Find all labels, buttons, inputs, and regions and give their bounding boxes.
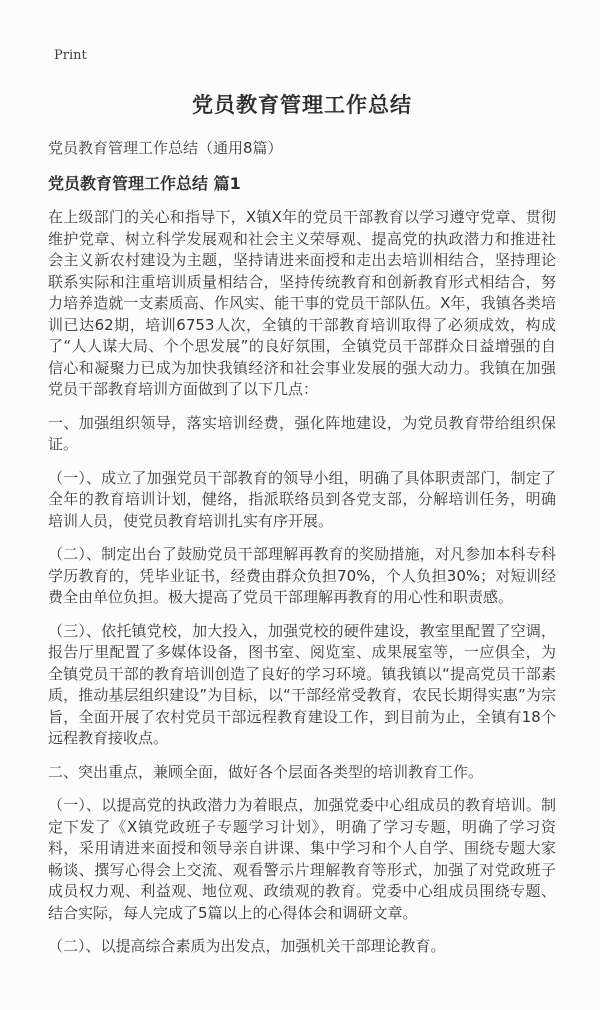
section-1-item-1-paragraph: （一）、成立了加强党员干部教育的领导小组，明确了具体职责部门，制定了全年的教育培训计划，健络，指派联络员到各党支部，分解培训任务，明确培训人员，使党员教育培训扎实有序开展。 [48,468,556,530]
intro-paragraph: 在上级部门的关心和指导下，X镇X年的党员干部教育以学习遵守党章、贯彻维护党章、树立科学发展观和社会主义荣辱观、提高党的执政潜力和推进社会主义新农村建设为主题，坚持请进来面授和走出去培训相结合，坚持理论联系实际和注重培训质量相结合，坚持传统教育和创新教育形式相结合，努力培养造就一支素质高、作风实、能干事的党员干部队伍。X年，我镇各类培训已达62期，培训6753人次，全镇的干部教育培训取得了必须成效，构成了“人人谋大局、个个思发展”的良好氛围，全镇党员干部群众日益增强的自信心和凝聚力已成为加快我镇经济和社会事业发展的强大动力。我镇在加强党员干部教育培训方面做到了以下几点： [48,208,556,398]
section-2-item-2-paragraph: （二）、以提高综合素质为出发点，加强机关干部理论教育。 [48,937,446,955]
section-1-item-3-paragraph: （三）、依托镇党校，加大投入，加强党校的硬件建设，教室里配置了空调，报告厅里配置了多媒体设备，图书室、阅览室、成果展室等，一应俱全，为全镇党员干部的教育培训创造了良好的学习环境。镇我镇以“提高党员干部素质，推动基层组织建设”为目标，以“干部经常受教育，农民长期得实惠”为宗旨，全面开展了农村党员干部远程教育建设工作，到目前为止，全镇有18个远程教育接收点。 [48,621,556,747]
page-title: 党员教育管理工作总结 [192,93,412,117]
article-heading: 党员教育管理工作总结 篇1 [48,174,241,193]
section-1-heading-paragraph: 一、加强组织领导，落实培训经费，强化阵地建设，为党员教育带给组织保证。 [48,413,556,453]
print-link[interactable]: Print [54,48,87,63]
section-2-item-1-paragraph: （一）、以提高党的执政潜力为着眼点，加强党委中心组成员的教育培训。制定下发了《X镇党政班子专题学习计划》，明确了学习专题，明确了学习资料，采用请进来面授和领导亲自讲课、集中学习和个人自学、围绕专题大家畅谈、撰写心得会上交流、观看警示片理解教育等形式，加强了对党政班子成员权力观、利益观、地位观、政绩观的教育。党委中心组成员围绕专题、结合实际，每人完成了5篇以上的心得体会和调研文章。 [48,796,556,922]
section-2-heading-paragraph: 二、突出重点，兼顾全面，做好各个层面各类型的培训教育工作。 [48,762,484,781]
doc-subtitle: 党员教育管理工作总结（通用8篇） [48,139,283,157]
section-1-item-2-paragraph: （二）、制定出台了鼓励党员干部理解再教育的奖励措施，对凡参加本科专科学历教育的，凭毕业证书，经费由群众负担70%，个人负担30%；对短训经费全由单位负担。极大提高了党员干部理解再教育的用心性和职责感。 [48,545,556,606]
